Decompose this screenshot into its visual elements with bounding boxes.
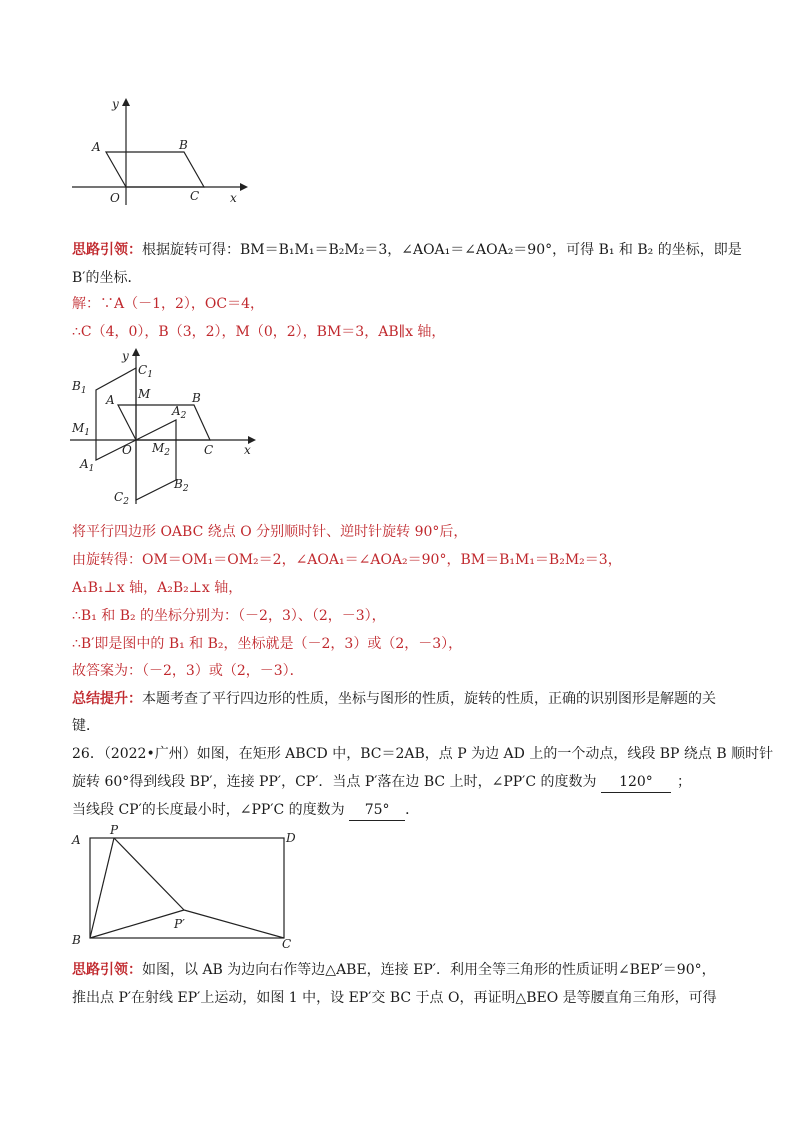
hint1-line2: B′的坐标． [72,270,142,286]
problem26-line3 [72,800,419,821]
fig2-label-b: B [192,391,201,405]
fig2-label-b2: $B_2$ [174,477,189,494]
fig3-label-d: D [286,831,296,845]
solution-line5: A₁B₁⊥x 轴，A₂B₂⊥x 轴， [72,580,243,596]
segment-bp-prime [90,910,184,938]
problem26-line3-end: ． [405,802,420,818]
fig2-label-m: M [138,387,151,401]
fig2-label-y: y [122,349,129,363]
summary-label: 总结提升： [72,691,142,707]
segment-cp-prime [184,910,284,938]
rectangle-abcd [90,838,284,938]
fig2-label-m1: $M_1$ [72,421,91,438]
hint1-line [72,240,742,260]
figure-rotated-parallelograms [60,344,270,514]
label-c: C [190,189,200,203]
fig2-label-a: A [106,393,115,407]
label-o: O [110,191,120,205]
figure-rectangle-abcd [66,822,306,952]
fig2-label-c: C [204,443,214,457]
fig2-label-m2: $M_2$ [152,441,171,458]
problem26-line1: 26．（2022•广州）如图，在矩形 ABCD 中，BC＝2AB，点 P 为边 AD 上的一个动点，线段 BP 绕点 B 顺时针 [72,746,774,762]
answer-blank-2: 75° [349,800,405,821]
fig2-label-b1: $B_1$ [72,379,87,396]
fig3-label-b: B [72,933,81,947]
y-axis-arrow [122,98,130,106]
fig2-label-c1: $C_1$ [138,363,153,380]
hint1-label: 思路引领： [72,242,142,258]
x-axis-arrow [240,183,248,191]
hint2-line [72,960,716,980]
fig3-label-p: P [110,823,119,837]
solution-line7: ∴B′即是图中的 B₁ 和 B₂，坐标就是（－2，3）或（2，－3）， [72,636,463,652]
fig3-label-p-prime: P′ [174,917,185,931]
segment-bp [90,838,114,938]
parallelogram-oabc [106,152,204,187]
hint2-line2: 推出点 P′在射线 EP′上运动，如图 1 中，设 EP′交 BC 于点 O，再证明△BEO 是等腰直角三角形，可得 [72,990,717,1006]
hint2-text: 如图，以 AB 为边向右作等边△ABE，连接 EP′．利用全等三角形的性质证明∠BEP′＝90°， [142,962,716,978]
summary-text: 本题考查了平行四边形的性质，坐标与图形的性质，旋转的性质，正确的识别图形是解题的关 [142,691,716,707]
solution-line8: 故答案为：（－2，3）或（2，－3）． [72,663,304,679]
label-b: B [179,138,188,152]
hint1-text: 根据旋转可得：BM＝B₁M₁＝B₂M₂＝3，∠AOA₁＝∠AOA₂＝90°，可得 B₁ 和 B₂ 的坐标，即是 [142,242,742,258]
hint2-label: 思路引领： [72,962,142,978]
fig2-label-a2: $A_2$ [172,404,187,421]
solution-line6: ∴B₁ 和 B₂ 的坐标分别为：（－2，3）、（2，－3）， [72,608,386,624]
solution-line3: 将平行四边形 OABC 绕点 O 分别顺时针、逆时针旋转 90°后， [72,524,468,540]
problem26-line2-text: 旋转 60°得到线段 BP′，连接 PP′，CP′．当点 P′落在边 BC 上时，∠PP′C 的度数为 [72,774,597,790]
summary-line2: 键． [72,718,100,734]
fig2-label-a1: $A_1$ [80,457,95,474]
figure-parallelogram-oabc [60,90,260,210]
fig2-label-x: x [244,443,251,457]
segment-pp-prime [114,838,184,910]
parallelogram-original [118,405,210,440]
fig2-label-c2: $C_2$ [114,490,129,507]
label-y: y [112,97,119,111]
solution-line1: 解：∵A（－1，2），OC＝4， [72,296,265,312]
fig2-label-o: O [122,443,132,457]
fig2-y-axis-arrow [132,348,140,356]
solution-line4: 由旋转得：OM＝OM₁＝OM₂＝2，∠AOA₁＝∠AOA₂＝90°，BM＝B₁M₁＝B₂M₂＝3， [72,552,622,568]
fig3-label-c: C [282,937,292,951]
fig3-label-a: A [72,833,81,847]
problem26-line3-text: 当线段 CP′的长度最小时，∠PP′C 的度数为 [72,802,345,818]
problem26-line2-end: ； [676,774,691,790]
label-a: A [92,140,101,154]
answer-blank-1: 120° [601,772,671,793]
label-x: x [230,191,237,205]
solution-line2: ∴C（4，0），B（3，2），M（0，2），BM＝3，AB∥x 轴， [72,324,446,340]
summary-line [72,689,716,709]
parallelogram-cw [136,420,176,500]
problem26-line2 [72,772,691,793]
